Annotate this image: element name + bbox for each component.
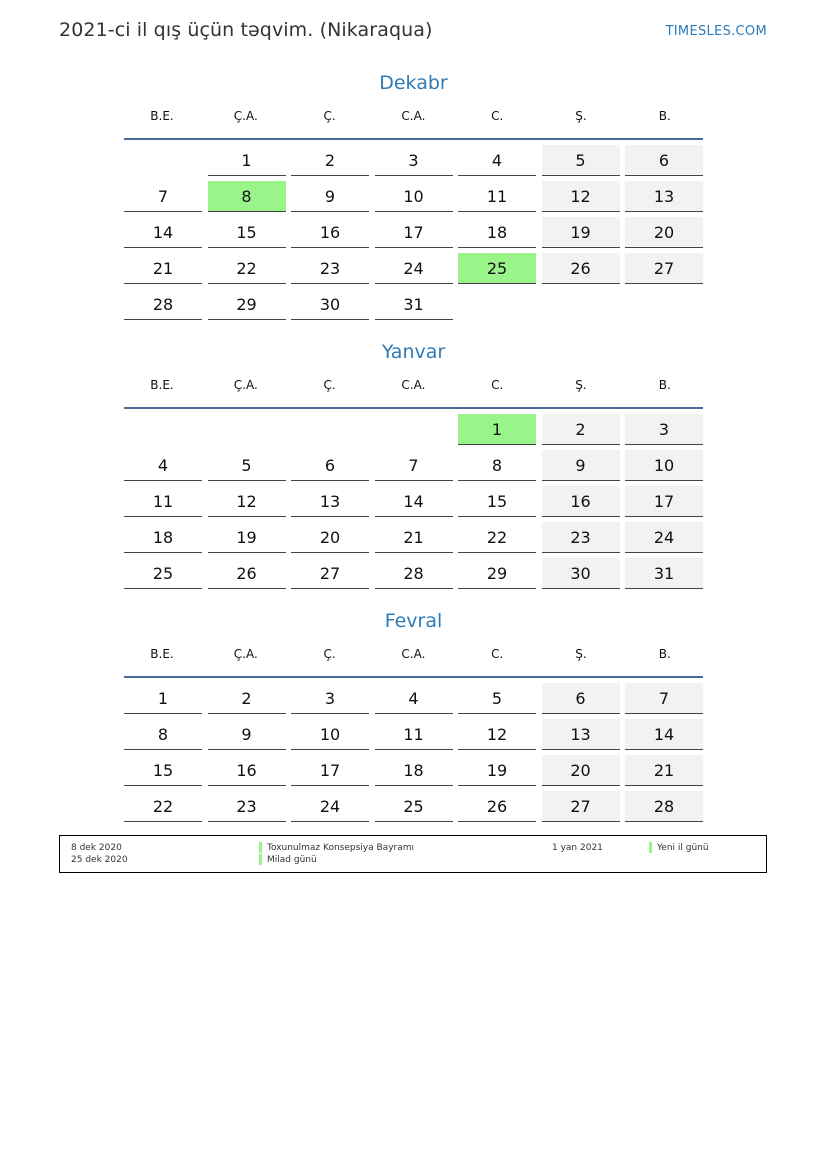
- day-cell: 22: [124, 791, 202, 822]
- holiday-marker: [259, 854, 262, 865]
- day-cell: 26: [542, 253, 620, 284]
- day-cell: 30: [542, 558, 620, 589]
- header-divider: [124, 407, 703, 409]
- week-row: [124, 791, 703, 827]
- page-title: 2021-ci il qış üçün təqvim. (Nikaraqua): [59, 19, 433, 41]
- weekday-label: Ç.: [323, 647, 336, 661]
- empty-day-cell: [625, 289, 703, 320]
- day-cell: 25: [458, 253, 536, 284]
- weekday-label: B.E.: [150, 647, 174, 661]
- legend-holiday-name: Milad günü: [267, 855, 317, 865]
- day-cell: 29: [208, 289, 286, 320]
- day-cell: 17: [625, 486, 703, 517]
- day-cell: 7: [375, 450, 453, 481]
- day-cell: 16: [542, 486, 620, 517]
- weekday-label: Ç.A.: [233, 647, 258, 661]
- day-cell: 19: [458, 755, 536, 786]
- day-cell: 28: [124, 289, 202, 320]
- day-cell: 6: [625, 145, 703, 176]
- weekday-label: Ç.: [323, 109, 336, 123]
- day-cell: 5: [208, 450, 286, 481]
- empty-day-cell: [208, 414, 286, 445]
- weekday-label: C.A.: [401, 109, 426, 123]
- week-row: [124, 486, 703, 522]
- day-cell: 25: [375, 791, 453, 822]
- weekday-label: Ç.A.: [233, 378, 258, 392]
- day-cell: 18: [124, 522, 202, 553]
- holiday-marker: [649, 842, 652, 853]
- day-cell: 18: [458, 217, 536, 248]
- empty-day-cell: [291, 414, 369, 445]
- weekday-label: Ç.A.: [233, 109, 258, 123]
- week-row: [124, 522, 703, 558]
- empty-day-cell: [124, 414, 202, 445]
- day-cell: 28: [625, 791, 703, 822]
- weekday-label: C.: [491, 109, 504, 123]
- legend-date: 8 dek 2020: [71, 843, 122, 853]
- day-cell: 2: [542, 414, 620, 445]
- day-cell: 6: [291, 450, 369, 481]
- day-cell: 23: [291, 253, 369, 284]
- day-cell: 27: [625, 253, 703, 284]
- day-cell: 3: [625, 414, 703, 445]
- weekday-label: B.: [658, 378, 671, 392]
- day-cell: 20: [625, 217, 703, 248]
- legend-holiday-name: Toxunulmaz Konsepsiya Bayramı: [267, 843, 414, 853]
- week-row: [124, 145, 703, 181]
- week-row: [124, 755, 703, 791]
- day-cell: 15: [458, 486, 536, 517]
- weekday-label: B.: [658, 647, 671, 661]
- day-cell: 25: [124, 558, 202, 589]
- weekday-label: B.E.: [150, 378, 174, 392]
- day-cell: 21: [625, 755, 703, 786]
- weekday-label: C.A.: [401, 647, 426, 661]
- day-cell: 2: [208, 683, 286, 714]
- weekday-label: B.E.: [150, 109, 174, 123]
- day-cell: 4: [124, 450, 202, 481]
- day-cell: 14: [124, 217, 202, 248]
- day-cell: 10: [291, 719, 369, 750]
- day-cell: 9: [208, 719, 286, 750]
- empty-day-cell: [542, 289, 620, 320]
- weekday-label: C.A.: [401, 378, 426, 392]
- weekday-label: C.: [491, 378, 504, 392]
- month-fevral: [124, 606, 703, 827]
- day-cell: 2: [291, 145, 369, 176]
- day-cell: 21: [375, 522, 453, 553]
- weekday-label: C.: [491, 647, 504, 661]
- day-cell: 24: [625, 522, 703, 553]
- week-row: [124, 217, 703, 253]
- day-cell: 4: [375, 683, 453, 714]
- day-cell: 13: [542, 719, 620, 750]
- day-cell: 31: [375, 289, 453, 320]
- month-yanvar: [124, 337, 703, 594]
- day-cell: 11: [458, 181, 536, 212]
- week-row: [124, 450, 703, 486]
- weekday-label: Ş.: [575, 109, 587, 123]
- day-cell: 21: [124, 253, 202, 284]
- weekday-header: [124, 98, 703, 138]
- weekday-header: [124, 636, 703, 676]
- empty-day-cell: [458, 289, 536, 320]
- day-cell: 8: [458, 450, 536, 481]
- day-cell: 24: [291, 791, 369, 822]
- day-cell: 26: [458, 791, 536, 822]
- legend-date: 25 dek 2020: [71, 855, 128, 865]
- day-cell: 15: [208, 217, 286, 248]
- weekday-label: Ş.: [575, 647, 587, 661]
- week-row: [124, 558, 703, 594]
- day-cell: 29: [458, 558, 536, 589]
- weekday-header: [124, 367, 703, 407]
- day-cell: 6: [542, 683, 620, 714]
- week-row: [124, 181, 703, 217]
- day-cell: 1: [458, 414, 536, 445]
- day-cell: 1: [208, 145, 286, 176]
- day-cell: 11: [124, 486, 202, 517]
- month-title: Dekabr: [379, 72, 448, 94]
- day-cell: 22: [208, 253, 286, 284]
- day-cell: 8: [208, 181, 286, 212]
- weekday-label: B.: [658, 109, 671, 123]
- empty-day-cell: [124, 145, 202, 176]
- weekday-label: Ç.: [323, 378, 336, 392]
- day-cell: 5: [542, 145, 620, 176]
- day-cell: 7: [625, 683, 703, 714]
- week-row: [124, 289, 703, 325]
- week-row: [124, 414, 703, 450]
- weekday-label: Ş.: [575, 378, 587, 392]
- day-cell: 28: [375, 558, 453, 589]
- header-divider: [124, 676, 703, 678]
- day-cell: 13: [625, 181, 703, 212]
- day-cell: 13: [291, 486, 369, 517]
- day-cell: 11: [375, 719, 453, 750]
- day-cell: 19: [542, 217, 620, 248]
- day-cell: 1: [124, 683, 202, 714]
- day-cell: 3: [375, 145, 453, 176]
- day-cell: 9: [542, 450, 620, 481]
- empty-day-cell: [375, 414, 453, 445]
- day-cell: 14: [375, 486, 453, 517]
- site-link[interactable]: TIMESLES.COM: [665, 24, 767, 39]
- week-row: [124, 683, 703, 719]
- day-cell: 23: [208, 791, 286, 822]
- day-cell: 23: [542, 522, 620, 553]
- day-cell: 10: [375, 181, 453, 212]
- day-cell: 19: [208, 522, 286, 553]
- week-row: [124, 719, 703, 755]
- month-title: Fevral: [384, 610, 443, 632]
- day-cell: 7: [124, 181, 202, 212]
- day-cell: 18: [375, 755, 453, 786]
- day-cell: 30: [291, 289, 369, 320]
- day-cell: 24: [375, 253, 453, 284]
- day-cell: 4: [458, 145, 536, 176]
- day-cell: 9: [291, 181, 369, 212]
- day-cell: 17: [375, 217, 453, 248]
- legend-holiday-name: Yeni il günü: [657, 843, 709, 853]
- day-cell: 16: [291, 217, 369, 248]
- week-row: [124, 253, 703, 289]
- day-cell: 31: [625, 558, 703, 589]
- day-cell: 14: [625, 719, 703, 750]
- day-cell: 15: [124, 755, 202, 786]
- legend-date: 1 yan 2021: [552, 843, 603, 853]
- day-cell: 27: [542, 791, 620, 822]
- day-cell: 26: [208, 558, 286, 589]
- day-cell: 12: [458, 719, 536, 750]
- day-cell: 17: [291, 755, 369, 786]
- month-dekabr: [124, 68, 703, 325]
- day-cell: 8: [124, 719, 202, 750]
- day-cell: 20: [542, 755, 620, 786]
- day-cell: 10: [625, 450, 703, 481]
- day-cell: 12: [542, 181, 620, 212]
- holiday-marker: [259, 842, 262, 853]
- header-divider: [124, 138, 703, 140]
- day-cell: 27: [291, 558, 369, 589]
- day-cell: 20: [291, 522, 369, 553]
- day-cell: 12: [208, 486, 286, 517]
- day-cell: 16: [208, 755, 286, 786]
- day-cell: 22: [458, 522, 536, 553]
- holiday-legend: [59, 835, 767, 873]
- day-cell: 5: [458, 683, 536, 714]
- month-title: Yanvar: [381, 341, 446, 363]
- day-cell: 3: [291, 683, 369, 714]
